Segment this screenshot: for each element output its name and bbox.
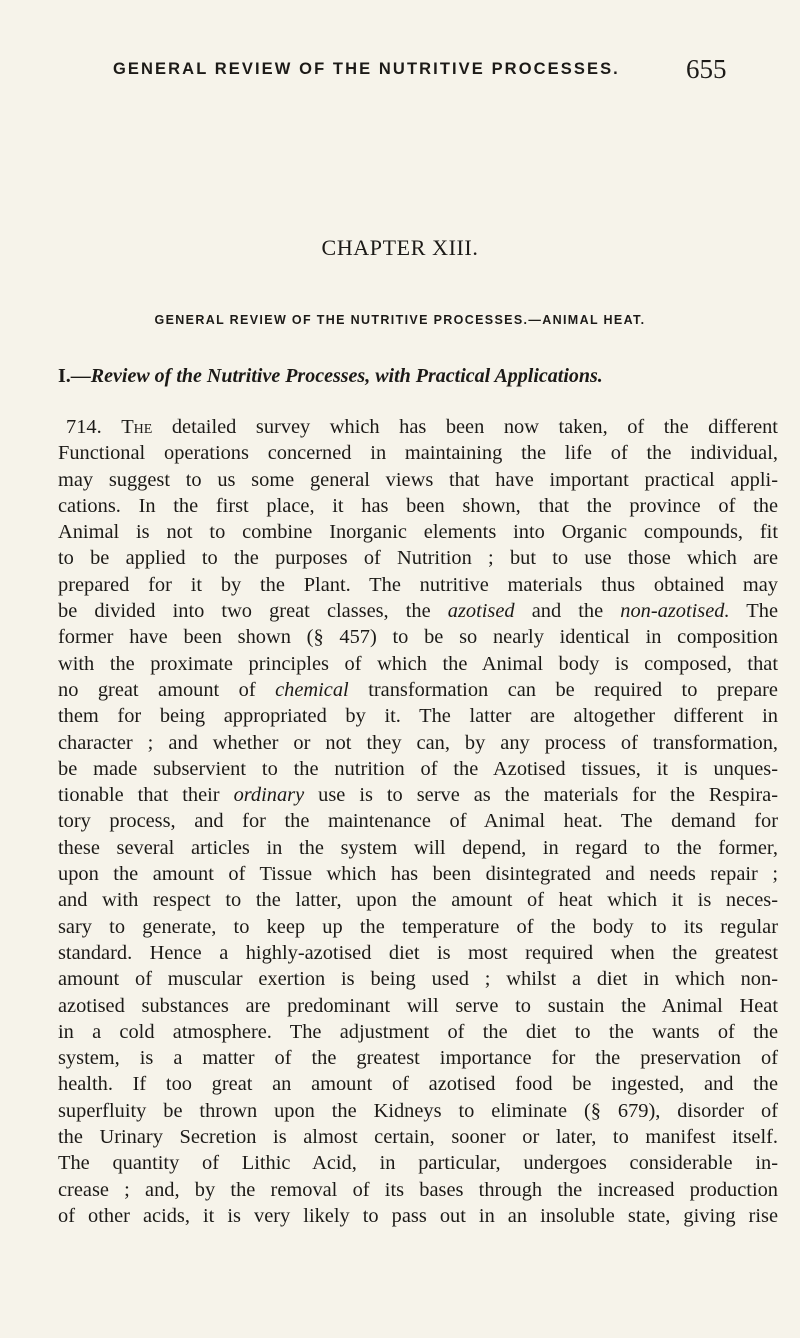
emphasis-chemical: chemical bbox=[275, 678, 349, 701]
emphasis-ordinary: ordinary bbox=[233, 784, 305, 807]
body-line: tory process, and for the maintenance of Animal heat. The demand for bbox=[58, 810, 778, 833]
body-line: standard. Hence a highly-azotised diet is most required when the greatest bbox=[58, 941, 778, 964]
body-line: The quantity of Lithic Acid, in particular, undergoes considerable in- bbox=[58, 1152, 778, 1175]
paragraph-lead-word: The bbox=[121, 416, 153, 438]
running-head bbox=[0, 54, 800, 90]
body-line: prepared for it by the Plant. The nutritive materials thus obtained may bbox=[58, 573, 778, 596]
body-line: system, is a matter of the greatest importance for the preservation of bbox=[58, 1047, 778, 1070]
body-line: be made subservient to the nutrition of the Azotised tissues, it is unques- bbox=[58, 757, 778, 780]
body-line: them for being appropriated by it. The latter are altogether different in bbox=[58, 705, 778, 728]
body-line: sary to generate, to keep up the temperature of the body to its regular bbox=[58, 915, 778, 938]
line-text: use is to serve as the materials for the Respira- bbox=[304, 784, 778, 807]
body-line: azotised substances are predominant will serve to sustain the Animal Heat bbox=[58, 994, 778, 1017]
body-line: of other acids, it is very likely to pass out in an insoluble state, giving rise bbox=[58, 1204, 778, 1227]
line-text: detailed survey which has been now taken, of the different bbox=[152, 416, 778, 438]
body-line: amount of muscular exertion is being used ; whilst a diet in which non- bbox=[58, 968, 778, 991]
body-line: to be applied to the purposes of Nutrition ; but to use those which are bbox=[58, 547, 778, 570]
body-line: crease ; and, by the removal of its bases through the increased production bbox=[58, 1178, 778, 1201]
section-title: Review of the Nutritive Processes, with Practical Applications. bbox=[90, 365, 603, 387]
paragraph-714 bbox=[58, 414, 778, 1229]
emphasis-non-azotised: non-azotised. bbox=[620, 600, 730, 623]
line-text: transformation can be required to prepare bbox=[348, 678, 778, 701]
chapter-subtitle: GENERAL REVIEW OF THE NUTRITIVE PROCESSES.—ANIMAL HEAT. bbox=[154, 313, 646, 327]
body-line: with the proximate principles of which the Animal body is composed, that bbox=[58, 652, 778, 675]
emphasis-azotised: azotised bbox=[447, 600, 515, 623]
body-line: in a cold atmosphere. The adjustment of the diet to the wants of the bbox=[58, 1020, 778, 1043]
body-line: former have been shown (§ 457) to be so nearly identical in composition bbox=[58, 626, 778, 649]
body-line bbox=[58, 782, 778, 808]
body-line: may suggest to us some general views that have important practical appli- bbox=[58, 468, 778, 491]
body-line: and with respect to the latter, upon the amount of heat which it is neces- bbox=[58, 889, 778, 912]
body-line: these several articles in the system will depend, in regard to the former, bbox=[58, 836, 778, 859]
body-line: the Urinary Secretion is almost certain, sooner or later, to manifest itself. bbox=[58, 1126, 778, 1149]
body-line: superfluity be thrown upon the Kidneys to eliminate (§ 679), disorder of bbox=[58, 1099, 778, 1122]
body-line: health. If too great an amount of azotised food be ingested, and the bbox=[58, 1073, 778, 1096]
line-text: The bbox=[729, 600, 778, 623]
body-line bbox=[58, 677, 778, 703]
section-heading bbox=[58, 365, 778, 388]
body-line bbox=[58, 414, 778, 440]
line-text: no great amount of bbox=[58, 678, 276, 701]
body-line bbox=[58, 598, 778, 624]
section-number: I.— bbox=[58, 365, 91, 387]
line-text: and the bbox=[514, 600, 621, 623]
body-line: upon the amount of Tissue which has been disintegrated and needs repair ; bbox=[58, 863, 778, 886]
line-text: be divided into two great classes, the bbox=[58, 600, 448, 623]
line-text: tionable that their bbox=[58, 784, 234, 807]
running-head-title: GENERAL REVIEW OF THE NUTRITIVE PROCESSES. bbox=[113, 60, 620, 78]
page-number: 655 bbox=[686, 54, 727, 84]
body-line: character ; and whether or not they can, by any process of transformation, bbox=[58, 731, 778, 754]
paragraph-number: 714. bbox=[66, 416, 102, 438]
body-line: Animal is not to combine Inorganic elements into Organic compounds, fit bbox=[58, 521, 778, 544]
body-line: cations. In the first place, it has been shown, that the province of the bbox=[58, 494, 778, 517]
chapter-heading: CHAPTER XIII. bbox=[321, 235, 479, 260]
body-line: Functional operations concerned in maintaining the life of the individual, bbox=[58, 442, 778, 465]
